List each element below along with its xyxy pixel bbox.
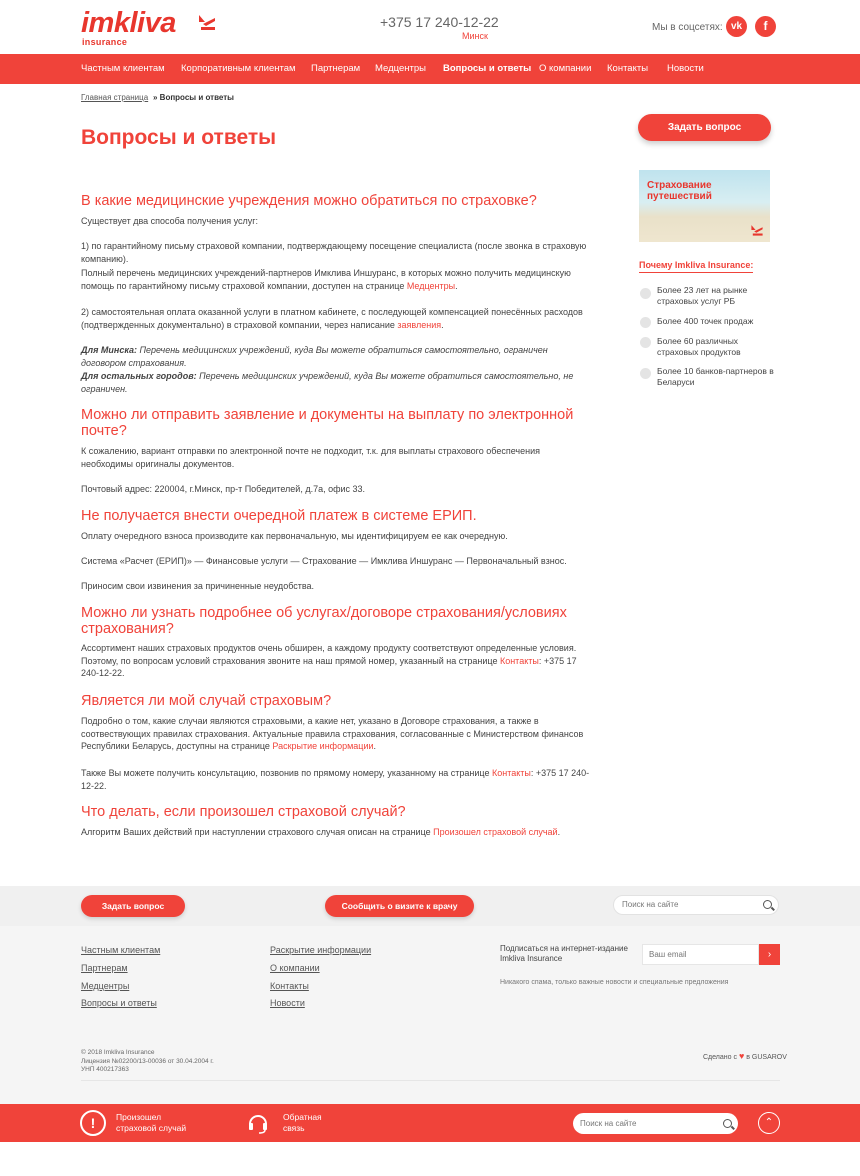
feedback-link[interactable]: Обратная связь	[283, 1112, 322, 1133]
logo[interactable]	[81, 8, 221, 48]
report-doctor-visit-button[interactable]: Сообщить о визите к врачу	[325, 895, 474, 917]
footer-link-about[interactable]: О компании	[270, 963, 320, 973]
link-contacts[interactable]: Контакты	[499, 655, 539, 666]
why-bullet-icon	[640, 337, 651, 348]
faq-answer-3-p1: Оплату очередного взноса производите как первоначальную, мы идентифицируем ее как очередную.	[81, 531, 508, 541]
faq-question-2: Можно ли отправить заявление и документы на выплату по электронной почте?	[81, 407, 574, 439]
faq-question-3: Не получается внести очередной платеж в системе ЕРИП.	[81, 508, 477, 524]
subscribe-label: Подписаться на интернет-издание Imkliva Insurance	[500, 944, 628, 963]
why-bullet-icon	[640, 288, 651, 299]
made-by[interactable]: Сделано с ♥ в GUSAROV	[703, 1051, 787, 1061]
faq-answer-1-p2: 1) по гарантийному письму страховой компании, подтверждающему посещение специалиста (после звонка в страховую компанию).	[81, 241, 587, 264]
why-item: Более 23 лет на рынке страховых услуг РБ	[657, 285, 748, 306]
alert-icon[interactable]: !	[80, 1110, 106, 1136]
link-medcenters[interactable]: Медцентры	[406, 280, 456, 291]
facebook-icon[interactable]: f	[755, 16, 776, 37]
page-title: Вопросы и ответы	[81, 126, 277, 149]
why-title: Почему Imkliva Insurance:	[639, 260, 753, 273]
faq-answer-1-p4: 2) самостоятельная оплата оказанной услуги в платном кабинете, с последующей компенсацией понесённых расходов (подтвержденных документально) в страховой компании, через написание заявления.	[81, 307, 583, 330]
faq-question-4: Можно ли узнать подробнее об услугах/договоре страхования/условиях страхования?	[81, 605, 567, 637]
faq-answer-3-p3: Приносим свои извинения за причиненные неудобства.	[81, 581, 315, 591]
nav-item-contacts[interactable]: Контакты	[607, 63, 649, 74]
header-phone[interactable]: +375 17 240-12-22	[380, 14, 499, 30]
faq-answer-5-p1: Подробно о том, какие случаи являются страховыми, а какие нет, указано в Договоре страхования, а также в соотвествующих правилах страхования. Актуальные правила страхования, согласованные с Министерством финансов Республики Беларусь, доступны на странице Раскрытие информации.	[81, 716, 584, 751]
why-item: Более 400 точек продаж	[657, 316, 754, 326]
nav-item-about[interactable]: О компании	[539, 63, 592, 74]
social-label: Мы в соцсетях:	[652, 22, 723, 33]
faq-answer-4-p1: Ассортимент наших страховых продуктов очень обширен, а каждому продукту соответствуют определенные условия. Поэтому, по вопросам условий страхования звоните на наш прямой номер, указанный на странице Контакты: +375 17 240-12-22.	[81, 643, 577, 678]
nav-item-private[interactable]: Частным клиентам	[81, 63, 165, 74]
main-nav	[0, 54, 860, 84]
faq-answer-1-p3: Полный перечень медицинских учреждений-партнеров Имклива Иншуранс, в которых можно получить медицинскую помощь по гарантийному письму страховой компании, доступен на странице Медцентры.	[81, 268, 571, 291]
why-bullet-icon	[640, 317, 651, 328]
breadcrumb-home[interactable]: Главная страница	[81, 93, 149, 102]
logo-sub: insurance	[82, 37, 128, 47]
link-contacts-2[interactable]: Контакты	[491, 768, 531, 778]
search-icon[interactable]	[723, 1119, 732, 1128]
logo-word: imkliva	[81, 7, 176, 39]
why-bullet-icon	[640, 368, 651, 379]
link-insured-event[interactable]: Произошел страховой случай	[433, 827, 558, 837]
header-city[interactable]: Минск	[462, 31, 488, 41]
faq-question-1: В какие медицинские учреждения можно обратиться по страховке?	[81, 193, 537, 209]
footer-link-private[interactable]: Частным клиентам	[81, 945, 161, 955]
nav-item-partners[interactable]: Партнерам	[311, 63, 361, 74]
faq-answer-1-other: Для остальных городов: Перечень медицинских учреждений, куда Вы можете обратиться самостоятельно, не ограничен.	[81, 371, 574, 394]
nav-item-faq[interactable]: Вопросы и ответы	[443, 63, 532, 74]
bottom-search-input[interactable]	[573, 1113, 738, 1134]
copyright-text: © 2018 Imkliva Insurance	[81, 1049, 155, 1056]
scroll-up-icon[interactable]: ⌃	[758, 1112, 780, 1134]
banner-text: Страхование путешествий	[647, 180, 712, 202]
travel-insurance-banner[interactable]	[639, 170, 770, 242]
link-application[interactable]: заявления	[397, 319, 442, 330]
nav-item-news[interactable]: Новости	[667, 63, 704, 74]
footer-link-medcenters[interactable]: Медцентры	[81, 981, 130, 991]
footer-divider	[81, 1080, 780, 1081]
bottom-search-placeholder: Поиск на сайте	[580, 1119, 637, 1128]
why-item: Более 10 банков-партнеров в Беларуси	[657, 366, 774, 387]
search-icon[interactable]	[763, 900, 772, 909]
nav-item-corporate[interactable]: Корпоративным клиентам	[181, 63, 296, 74]
spam-note: Никакого спама, только важные новости и специальные предложения	[500, 979, 729, 986]
faq-answer-1-p1: Существует два способа получения услуг:	[81, 216, 259, 226]
footer-link-contacts[interactable]: Контакты	[270, 981, 309, 991]
breadcrumb-current: » Вопросы и ответы	[153, 93, 234, 102]
nav-item-medcenters[interactable]: Медцентры	[375, 63, 426, 74]
faq-answer-1-minsk: Для Минска: Перечень медицинских учреждений, куда Вы можете обратиться самостоятельно, ограничен договором страхования.	[81, 345, 548, 368]
faq-answer-2-p1: К сожалению, вариант отправки по электронной почте не подходит, т.к. для выплаты страхового обеспечения необходимы оригиналы документов.	[81, 446, 540, 469]
faq-question-5: Является ли мой случай страховым?	[81, 693, 332, 709]
link-disclosure[interactable]: Раскрытие информации	[272, 741, 374, 751]
subscribe-submit-button[interactable]: ›	[759, 944, 780, 965]
ask-question-button[interactable]: Задать вопрос	[638, 114, 771, 141]
faq-answer-3-p2: Система «Расчет (ЕРИП)» — Финансовые услуги — Страхование — Имклива Иншуранс — Первоначальный взнос.	[81, 556, 567, 566]
heart-icon: ♥	[738, 1051, 745, 1061]
footer-link-faq[interactable]: Вопросы и ответы	[81, 998, 157, 1008]
email-field[interactable]: Ваш email	[642, 944, 759, 965]
vk-icon[interactable]: vk	[726, 16, 747, 37]
logo-mark-icon	[197, 12, 217, 32]
why-item: Более 60 различных страховых продуктов	[657, 336, 741, 357]
banner-logo-mark-icon	[750, 223, 764, 237]
faq-answer-2-p2: Почтовый адрес: 220004, г.Минск, пр-т Победителей, д.7а, офис 33.	[81, 484, 366, 494]
footer-link-partners[interactable]: Партнерам	[81, 963, 128, 973]
headset-icon[interactable]	[247, 1111, 269, 1135]
footer-link-disclosure[interactable]: Раскрытие информации	[270, 945, 372, 955]
license-text: Лицензия №02200/13-00036 от 30.04.2004 г.	[81, 1057, 214, 1065]
faq-answer-6-p1: Алгоритм Ваших действий при наступлении страхового случая описан на странице Произошел страховой случай.	[81, 827, 561, 837]
faq-answer-5-p2: Также Вы можете получить консультацию, позвонив по прямому номеру, указанному на странице Контакты: +375 17 240-12-22.	[81, 768, 590, 791]
insured-event-link[interactable]: Произошел страховой случай	[116, 1112, 187, 1133]
footer-ask-button[interactable]: Задать вопрос	[81, 895, 185, 917]
copyright	[81, 1049, 214, 1075]
footer-link-news[interactable]: Новости	[270, 998, 305, 1008]
footer-search-placeholder: Поиск на сайте	[622, 900, 679, 909]
faq-question-6: Что делать, если произошел страховой случай?	[81, 804, 406, 820]
footer-search-input[interactable]	[613, 895, 779, 915]
unp-text: УНП 400217363	[81, 1066, 129, 1073]
